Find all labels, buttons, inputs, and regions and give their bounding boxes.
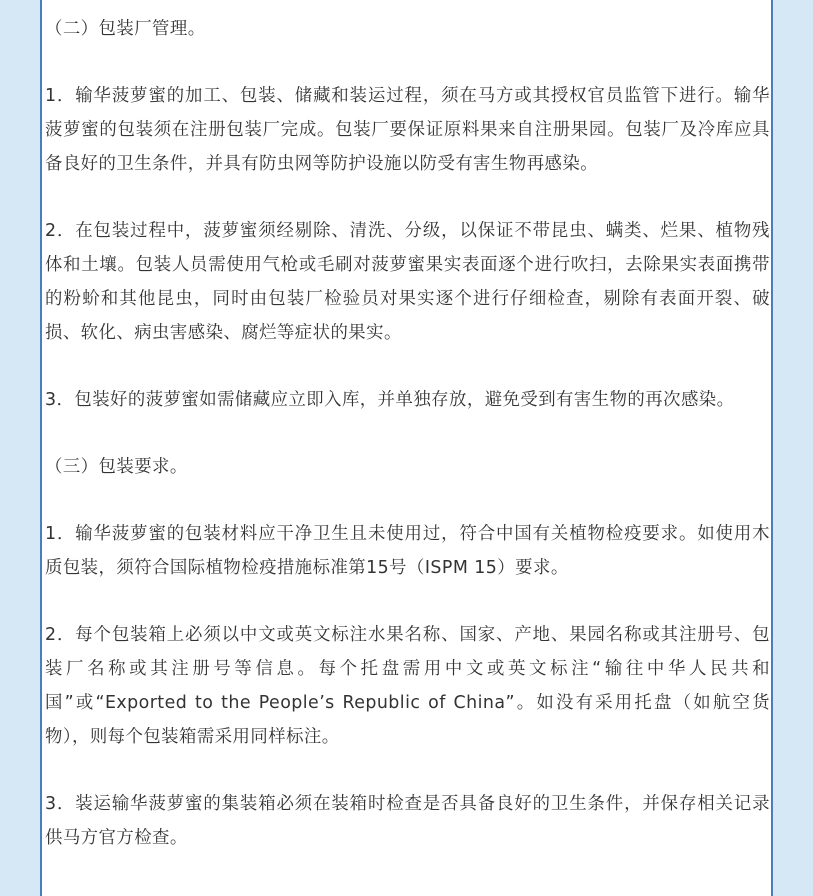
section-heading-packing-plant: （二）包装厂管理。 (45, 19, 206, 39)
document-page (40, 0, 773, 896)
paragraph-packaging-3: 3．装运输华菠萝蜜的集装箱必须在装箱时检查是否具备良好的卫生条件，并保存相关记录供马方官方检查。 (45, 794, 770, 848)
paragraph-gap (45, 181, 770, 214)
paragraph-packaging-1: 1．输华菠萝蜜的包装材料应干净卫生且未使用过，符合中国有关植物检疫要求。如使用木质包装，须符合国际植物检疫措施标准第15号（ISPM 15）要求。 (45, 524, 770, 578)
paragraph-gap (45, 585, 770, 618)
paragraph-packing-plant-1: 1．输华菠萝蜜的加工、包装、储藏和装运过程，须在马方或其授权官员监管下进行。输华菠萝蜜的包装须在注册包装厂完成。包装厂要保证原料果来自注册果园。包装厂及冷库应具备良好的卫生条件，并具有防虫网等防护设施以防受有害生物再感染。 (45, 86, 770, 174)
section-heading-packaging-requirements: （三）包装要求。 (45, 457, 188, 477)
paragraph-gap (45, 484, 770, 517)
paragraph-gap (45, 350, 770, 383)
paragraph-packing-plant-3: 3．包装好的菠萝蜜如需储藏应立即入库，并单独存放，避免受到有害生物的再次感染。 (45, 390, 735, 410)
paragraph-gap (45, 417, 770, 450)
document-content (45, 12, 770, 855)
paragraph-gap (45, 46, 770, 79)
paragraph-packing-plant-2: 2．在包装过程中，菠萝蜜须经剔除、清洗、分级，以保证不带昆虫、螨类、烂果、植物残体和土壤。包装人员需使用气枪或毛刷对菠萝蜜果实表面逐个进行吹扫，去除果实表面携带的粉蚧和其他昆虫，同时由包装厂检验员对果实逐个进行仔细检查，剔除有表面开裂、破损、软化、病虫害感染、腐烂等症状的果实。 (45, 221, 770, 343)
paragraph-gap (45, 754, 770, 787)
paragraph-packaging-2: 2．每个包装箱上必须以中文或英文标注水果名称、国家、产地、果园名称或其注册号、包装厂名称或其注册号等信息。每个托盘需用中文或英文标注“输往中华人民共和国”或“Exported to the People’s Republic of China”。如没有采用托盘（如航空货物），则每个包装箱需采用同样标注。 (45, 625, 770, 747)
